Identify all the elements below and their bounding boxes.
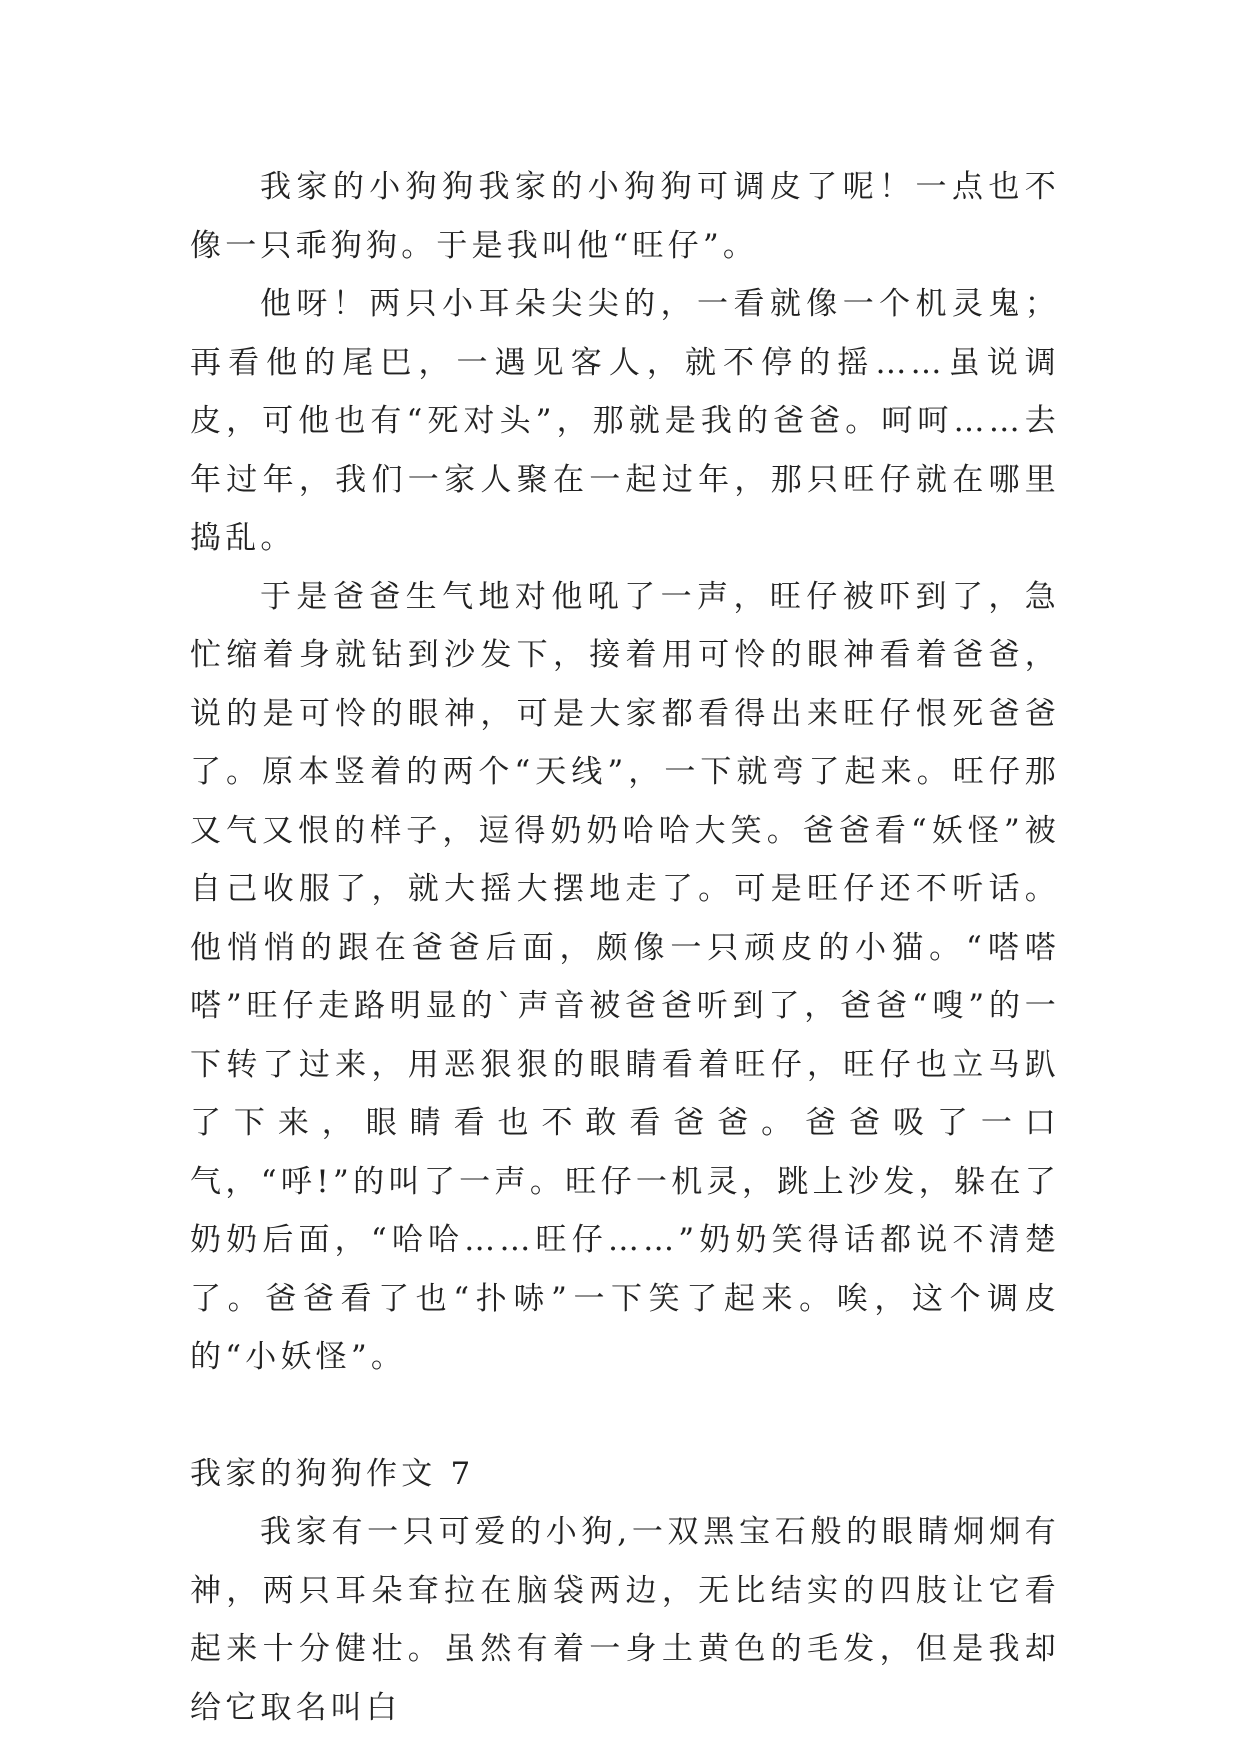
paragraph-ears-tail: 他呀！两只小耳朵尖尖的，一看就像一个机灵鬼；再看他的尾巴，一遇见客人，就不停的摇……虽说调皮，可他也有“死对头”，那就是我的爸爸。呵呵……去年过年，我们一家人聚在一起过年，那只旺仔就在哪里捣乱。 bbox=[190, 286, 1060, 556]
document-body bbox=[190, 158, 1060, 1737]
paragraph-story: 于是爸爸生气地对他吼了一声，旺仔被吓到了，急忙缩着身就钻到沙发下，接着用可怜的眼神看着爸爸，说的是可怜的眼神，可是大家都看得出来旺仔恨死爸爸了。原本竖着的两个“天线”，一下就弯了起来。旺仔那又气又恨的样子，逗得奶奶哈哈大笑。爸爸看“妖怪”被自己收服了，就大摇大摆地走了。可是旺仔还不听话。他悄悄的跟在爸爸后面，颇像一只顽皮的小猫。“嗒嗒嗒”旺仔走路明显的`声音被爸爸听到了，爸爸“嗖”的一下转了过来，用恶狠狠的眼睛看着旺仔，旺仔也立马趴了下来，眼睛看也不敢看爸爸。爸爸吸了一口气，“呼!”的叫了一声。旺仔一机灵，跳上沙发，躲在了奶奶后面，“哈哈……旺仔……”奶奶笑得话都说不清楚了。爸爸看了也“扑哧”一下笑了起来。唉，这个调皮的“小妖怪”。 bbox=[190, 578, 1060, 1375]
paragraph-essay-7-intro: 我家有一只可爱的小狗,一双黑宝石般的眼睛炯炯有神，两只耳朵耷拉在脑袋两边，无比结实的四肢让它看起来十分健壮。虽然有着一身土黄色的毛发，但是我却给它取名叫白 bbox=[190, 1514, 1060, 1726]
section-heading: 我家的狗狗作文 7 bbox=[190, 1455, 475, 1492]
paragraph-intro: 我家的小狗狗我家的小狗狗可调皮了呢！一点也不像一只乖狗狗。于是我叫他“旺仔”。 bbox=[190, 169, 1060, 264]
